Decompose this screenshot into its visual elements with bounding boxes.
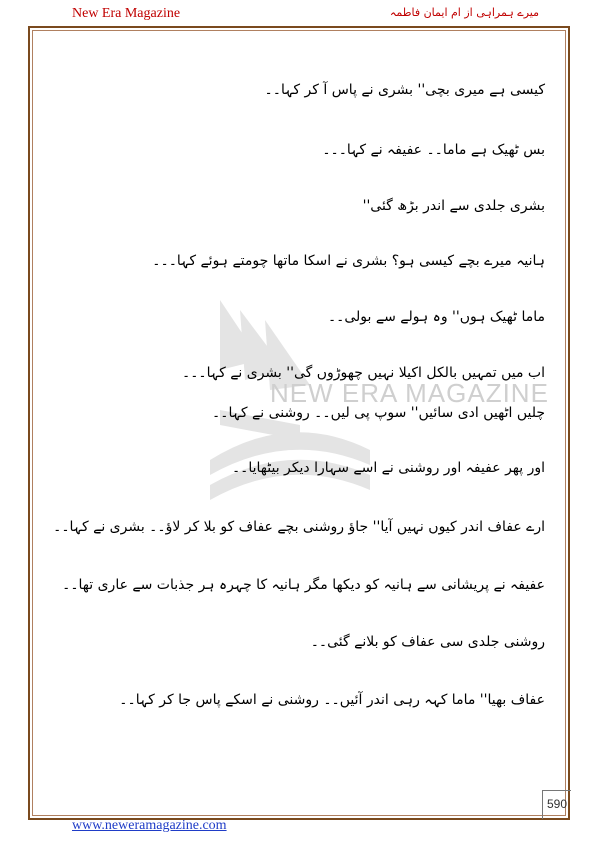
- watermark-text: NEW ERA MAGAZINE: [270, 378, 549, 408]
- text-line: چلیں اٹھیں ادی سائیں'' سوپ پی لیں۔۔ روشنی نے کہا۔۔: [212, 405, 545, 421]
- magazine-name: New Era Magazine: [72, 6, 181, 21]
- text-line: ماما ٹھیک ہوں'' وہ ہولے سے بولی۔۔: [327, 309, 545, 325]
- text-line: کیسی ہے میری بچی'' بشری نے پاس آ کر کہا۔۔: [264, 82, 545, 98]
- text-line: عفاف بھیا'' ماما کہہ رہی اندر آئیں۔۔ روشنی نے اسکے پاس جا کر کہا۔۔: [119, 692, 545, 708]
- story-title: میرے ہمراہی از ام ایمان فاطمہ: [389, 6, 539, 19]
- page-number: 590: [547, 797, 568, 811]
- text-line: ہانیہ میرے بچے کیسی ہو؟ بشری نے اسکا ماتھا چومتے ہوئے کہا۔۔۔: [152, 253, 545, 269]
- text-line: ارے عفاف اندر کیوں نہیں آیا'' جاؤ روشنی بچے عفاف کو بلا کر لاؤ۔۔ بشری نے کہا۔۔: [53, 519, 545, 535]
- text-line: اب میں تمہیں بالکل اکیلا نہیں چھوڑوں گی'' بشری نے کہا۔۔۔: [182, 365, 545, 381]
- story-text: [53, 80, 545, 710]
- text-line: بشری جلدی سے اندر بڑھ گئی'': [362, 198, 545, 214]
- text-line: عفیفہ نے پریشانی سے ہانیہ کو دیکھا مگر ہانیہ کا چہرہ ہر جذبات سے عاری تھا۔۔: [62, 577, 545, 593]
- text-line: روشنی جلدی سی عفاف کو بلانے گئی۔۔: [310, 634, 545, 650]
- text-line: اور پھر عفیفہ اور روشنی نے اسے سہارا دیکر بیٹھایا۔۔: [231, 460, 545, 476]
- website-link[interactable]: www.neweramagazine.com: [72, 818, 227, 833]
- text-line: بس ٹھیک ہے ماما۔۔ عفیفہ نے کہا۔۔۔: [322, 142, 545, 158]
